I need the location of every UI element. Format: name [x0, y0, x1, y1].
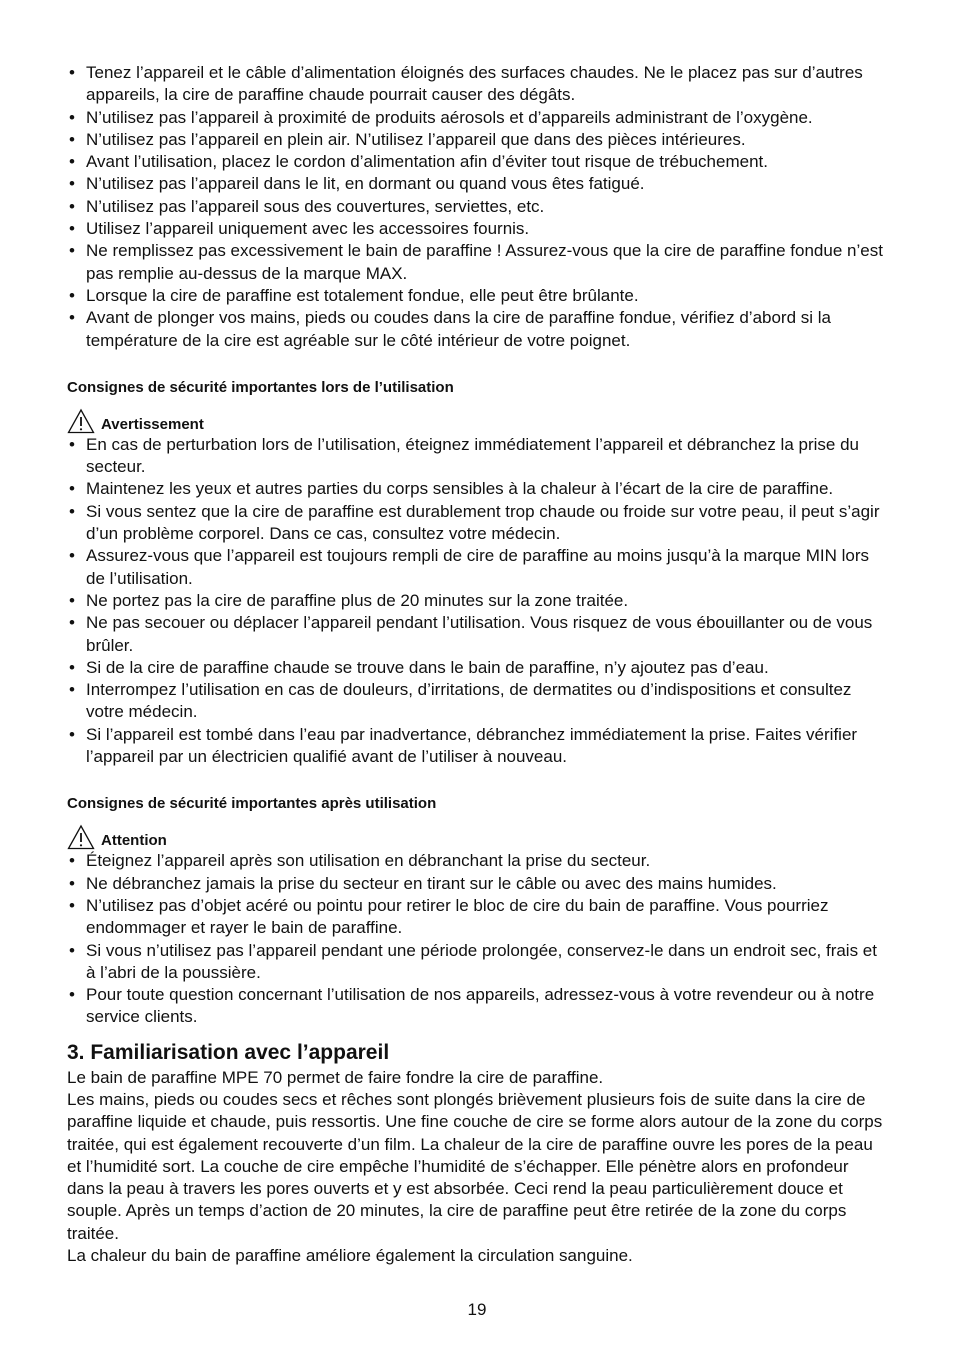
- during-use-heading: Consignes de sécurité importantes lors de l’utilisation: [67, 378, 454, 396]
- list-item: • N’utilisez pas d’objet acéré ou pointu pour retirer le bloc de cire du bain de paraffine. Vous pourriez endommager et rayer le bain de paraffine.: [67, 895, 889, 940]
- list-item: • Maintenez les yeux et autres parties du corps sensibles à la chaleur à l’écart de la cire de paraffine.: [67, 478, 889, 500]
- paragraph: Les mains, pieds ou coudes secs et rêches sont plongés brièvement plusieurs fois de suite dans la cire de paraffine liquide et chaude, puis ressortis. Une fine couche de cire se forme alors autour de la zone du corps traitée, qui est également recouverte d’un film. La chaleur de la cire de paraffine ouvre les pores de la peau et l’humidité sort. La couche de cire empêche l’humidité de s’échapper. Elle pénètre alors en profondeur dans la peau à travers les pores ouverts et y est absorbée. Ceci rend la peau particulièrement douce et souple. Après un temps d’action de 20 minutes, la cire de paraffine peut être retirée de la zone du corps traitée.: [67, 1089, 883, 1243]
- list-item: • Ne remplissez pas excessivement le bain de paraffine ! Assurez-vous que la cire de paraffine fondue n’est pas remplie au-dessus de la marque MAX.: [67, 240, 889, 285]
- page-number: 19: [467, 1300, 487, 1319]
- warning-row-after-use: [67, 820, 889, 850]
- list-item: • Ne portez pas la cire de paraffine plus de 20 minutes sur la zone traitée.: [67, 590, 889, 612]
- list-item: • Tenez l’appareil et le câble d’alimentation éloignés des surfaces chaudes. Ne le placez pas sur d’autres appareils, la cire de paraffine chaude pourrait causer des dégâts.: [67, 62, 889, 107]
- list-item: • N’utilisez pas l’appareil à proximité de produits aérosols et d’appareils administrant de l’oxygène.: [67, 107, 889, 129]
- list-item: • Pour toute question concernant l’utilisation de nos appareils, adressez-vous à votre revendeur ou à notre service clients.: [67, 984, 889, 1029]
- list-item: • N’utilisez pas l’appareil en plein air. N’utilisez l’appareil que dans des pièces intérieures.: [67, 129, 889, 151]
- list-item: • Avant l’utilisation, placez le cordon d’alimentation afin d’éviter tout risque de trébuchement.: [67, 151, 889, 173]
- list-item: • Ne débranchez jamais la prise du secteur en tirant sur le câble ou avec des mains humides.: [67, 873, 889, 895]
- list-item: • Ne pas secouer ou déplacer l’appareil pendant l’utilisation. Vous risquez de vous ébouillanter ou de vous brûler.: [67, 612, 889, 657]
- warning-label: Attention: [101, 832, 167, 850]
- list-item: • Si vous n’utilisez pas l’appareil pendant une période prolongée, conservez-le dans un endroit sec, frais et à l’abri de la poussière.: [67, 940, 889, 985]
- list-item: • Assurez-vous que l’appareil est toujours rempli de cire de paraffine au moins jusqu’à la marque MIN lors de l’utilisation.: [67, 545, 889, 590]
- after-use-bullet-list: [67, 850, 889, 1028]
- list-item: • Si vous sentez que la cire de paraffine est durablement trop chaude ou froide sur votre peau, il peut s’agir d’un problème corporel. Dans ce cas, consultez votre médecin.: [67, 501, 889, 546]
- warning-triangle-icon: [67, 408, 95, 434]
- during-use-bullet-list: [67, 434, 889, 768]
- section-title: 3. Familiarisation avec l’appareil: [67, 1040, 390, 1064]
- list-item: • Avant de plonger vos mains, pieds ou coudes dans la cire de paraffine fondue, vérifiez d’abord si la température de la cire est agréable sur le côté intérieur de votre poignet.: [67, 307, 889, 352]
- warning-row-during-use: [67, 404, 889, 434]
- after-use-heading: Consignes de sécurité importantes après utilisation: [67, 795, 437, 813]
- warning-triangle-icon: [67, 824, 95, 850]
- list-item: • Interrompez l’utilisation en cas de douleurs, d’irritations, de dermatites ou d’indispositions et consultez votre médecin.: [67, 679, 889, 724]
- list-item: • Utilisez l’appareil uniquement avec les accessoires fournis.: [67, 218, 889, 240]
- list-item: • Éteignez l’appareil après son utilisation en débranchant la prise du secteur.: [67, 850, 889, 872]
- intro-bullet-list: [67, 62, 889, 352]
- list-item: • Si l’appareil est tombé dans l’eau par inadvertance, débranchez immédiatement la prise. Faites vérifier l’appareil par un électricien qualifié avant de l’utiliser à nouveau.: [67, 724, 889, 769]
- list-item: • Si de la cire de paraffine chaude se trouve dans le bain de paraffine, n’y ajoutez pas d’eau.: [67, 657, 889, 679]
- warning-label: Avertissement: [101, 415, 204, 433]
- document-page: [67, 62, 889, 1267]
- list-item: • En cas de perturbation lors de l’utilisation, éteignez immédiatement l’appareil et débranchez la prise du secteur.: [67, 434, 889, 479]
- paragraph: Le bain de paraffine MPE 70 permet de faire fondre la cire de paraffine.: [67, 1067, 604, 1087]
- list-item: • N’utilisez pas l’appareil dans le lit, en dormant ou quand vous êtes fatigué.: [67, 173, 889, 195]
- list-item: • Lorsque la cire de paraffine est totalement fondue, elle peut être brûlante.: [67, 285, 889, 307]
- list-item: • N’utilisez pas l’appareil sous des couvertures, serviettes, etc.: [67, 196, 889, 218]
- paragraph: La chaleur du bain de paraffine améliore également la circulation sanguine.: [67, 1246, 633, 1266]
